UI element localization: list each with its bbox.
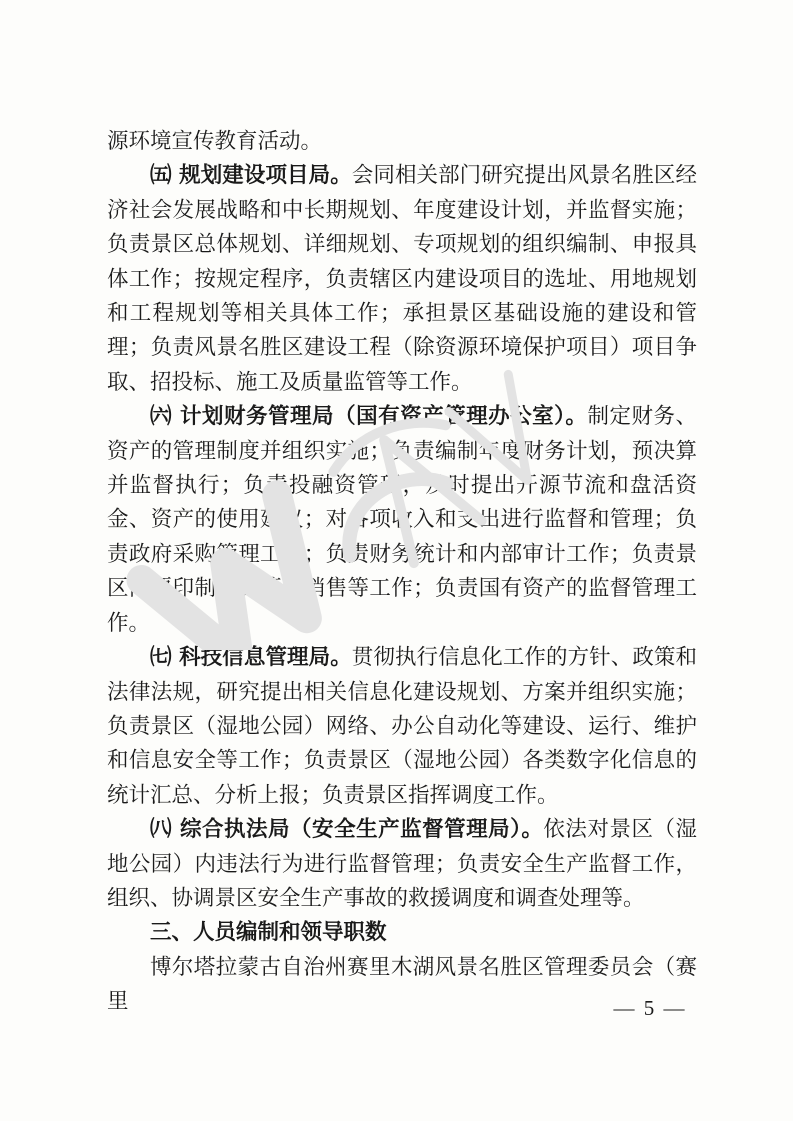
section-label: ㈥ 计划财务管理局（国有资产管理办公室）。	[150, 404, 588, 430]
body-text	[107, 125, 697, 1020]
paragraph-text: 博尔塔拉蒙古自治州赛里木湖风景名胜区管理委员会（赛里	[107, 954, 697, 1015]
paragraph-text: 依法对景区（湿地公园）内违法行为进行监督管理；负责安全生产监督工作，组织、协调景区安全生产事故的救援调度和调查处理等。	[107, 817, 697, 911]
paragraph-finance-bureau	[107, 400, 697, 641]
paragraph-continuation	[107, 125, 697, 159]
paragraph-tech-bureau	[107, 641, 697, 813]
section-heading: 三、人员编制和领导职数	[150, 920, 387, 946]
section-label: ㈤ 规划建设项目局。	[150, 163, 352, 189]
page-number: — 5 —	[613, 996, 687, 1020]
section-label: ㈦ 科技信息管理局。	[150, 645, 352, 671]
paragraph-text: 源环境宣传教育活动。	[107, 129, 323, 154]
paragraph-text: 贯彻执行信息化工作的方针、政策和法律法规，研究提出相关信息化建设规划、方案并组织实施；负责景区（湿地公园）网络、办公自动化等建设、运行、维护和信息安全等工作；负责景区（湿地公园）各类数字化信息的统计汇总、分析上报；负责景区指挥调度工作。	[107, 645, 697, 808]
paragraph-planning-bureau	[107, 159, 697, 400]
paragraph-law-enforcement-bureau	[107, 813, 697, 916]
paragraph-text: 制定财务、资产的管理制度并组织实施；负责编制年度财务计划，预决算并监督执行；负责投融资管理，及时提出开源节流和盘活资金、资产的使用建议；对各项收入和支出进行监督和管理；负责政府采购管理工作；负责财务统计和内部审计工作；负责景区门票印制、保管、销售等工作；负责国有资产的监督管理工作。	[107, 404, 697, 636]
paragraph-text: 会同相关部门研究提出风景名胜区经济社会发展战略和中长期规划、年度建设计划，并监督实施；负责景区总体规划、详细规划、专项规划的组织编制、申报具体工作；按规定程序，负责辖区内建设项目的选址、用地规划和工程规划等相关具体工作；承担景区基础设施的建设和管理；负责风景名胜区建设工程（除资源环境保护项目）项目争取、招投标、施工及质量监管等工作。	[107, 163, 697, 395]
section-label: ㈧ 综合执法局（安全生产监督管理局）。	[150, 817, 544, 843]
